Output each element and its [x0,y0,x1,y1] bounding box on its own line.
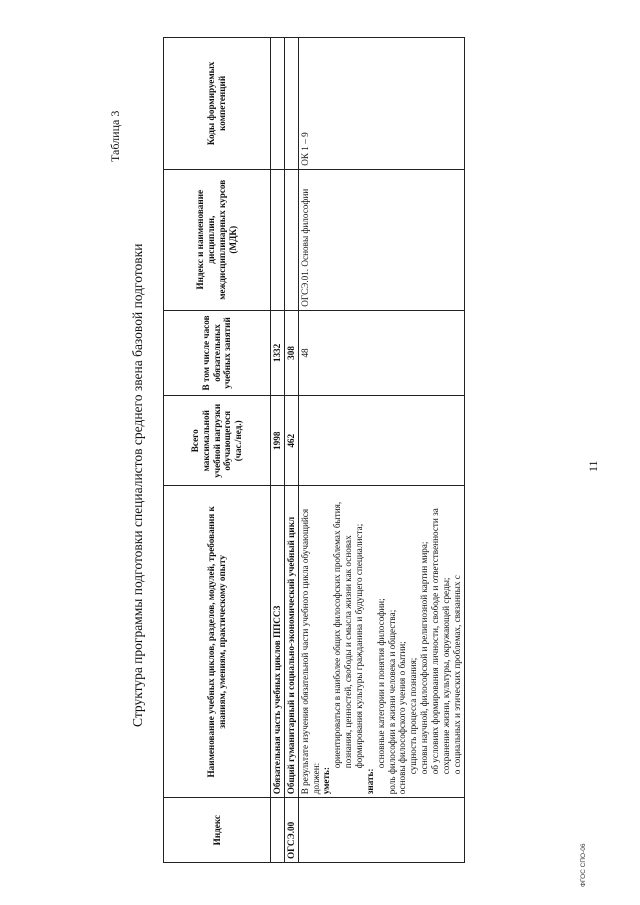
page-number: 11 [586,460,600,472]
cell-content [298,486,464,798]
table-row-mandatory [271,38,285,863]
cell-discipline: ОГСЭ.01. Основы философии [298,169,464,310]
header-discipline: Индекс и наименование дисциплин, междисциплинарных курсов (МДК) [164,169,271,310]
header-codes: Коды формируемых компетенций [164,38,271,170]
header-name: Наименование учебных циклов, разделов, модулей, требования к знаниям, умениям, практическому опыту [164,486,271,798]
header-total: Всего максимальной учебной нагрузки обучающегося (час./нед.) [164,396,271,486]
content-line: об условиях формирования личности, свободе и ответственности за сохранение жизни, культуры, окружающей среды; [430,508,451,775]
table-label: Таблица 3 [108,110,122,162]
content-line: о социальных и этических проблемах, связанных с [451,575,462,775]
table-row-cycle [284,38,298,863]
header-index: Индекс [164,798,271,863]
cell-index [298,798,464,863]
cell-codes [284,38,298,170]
content-line: основные категории и понятия философии; [375,598,386,769]
cell-discipline [284,169,298,310]
footer-mark: ФГОС СПО-06 [580,843,587,887]
cell-total: 462 [284,396,298,486]
cell-discipline [271,169,285,310]
header-row [164,38,271,863]
cell-codes [271,38,285,170]
cell-name: Обязательная часть учебных циклов ППССЗ [271,486,285,798]
table-row-philosophy [298,38,464,863]
content-line-heading: знать: [364,768,375,795]
cell-index [271,798,285,863]
cell-total [298,396,464,486]
cell-hours: 1332 [271,310,285,396]
cell-hours: 308 [284,310,298,396]
content-line: сущность процесса познания; [408,657,419,775]
header-hours: В том числе часов обязательных учебных занятий [164,310,271,396]
content-line-heading: уметь: [321,767,332,795]
content-line: основы философского учения о бытии; [397,641,408,795]
content-line: В результате изучения обязательной части учебного цикла обучающийся должен: [299,508,321,795]
cell-name: Общий гуманитарный и социально-экономический учебный цикл [284,486,298,798]
content-line: роль философии в жизни человека и общества; [386,609,397,795]
program-structure-table [163,37,465,863]
cell-index: ОГСЭ.00 [284,798,298,863]
cell-codes: ОК 1 – 9 [298,38,464,170]
cell-total: 1998 [271,396,285,486]
content-line: ориентироваться в наиболее общих философских проблемах бытия, познания, ценностей, свободы и смысла жизни как основах формирования культуры гражданина и будущего специалиста; [332,501,365,769]
cell-hours: 48 [298,310,464,396]
content-line: основы научной, философской и религиозной картин мира; [419,541,430,775]
document-title: Структура программы подготовки специалистов среднего звена базовой подготовки [130,243,145,727]
